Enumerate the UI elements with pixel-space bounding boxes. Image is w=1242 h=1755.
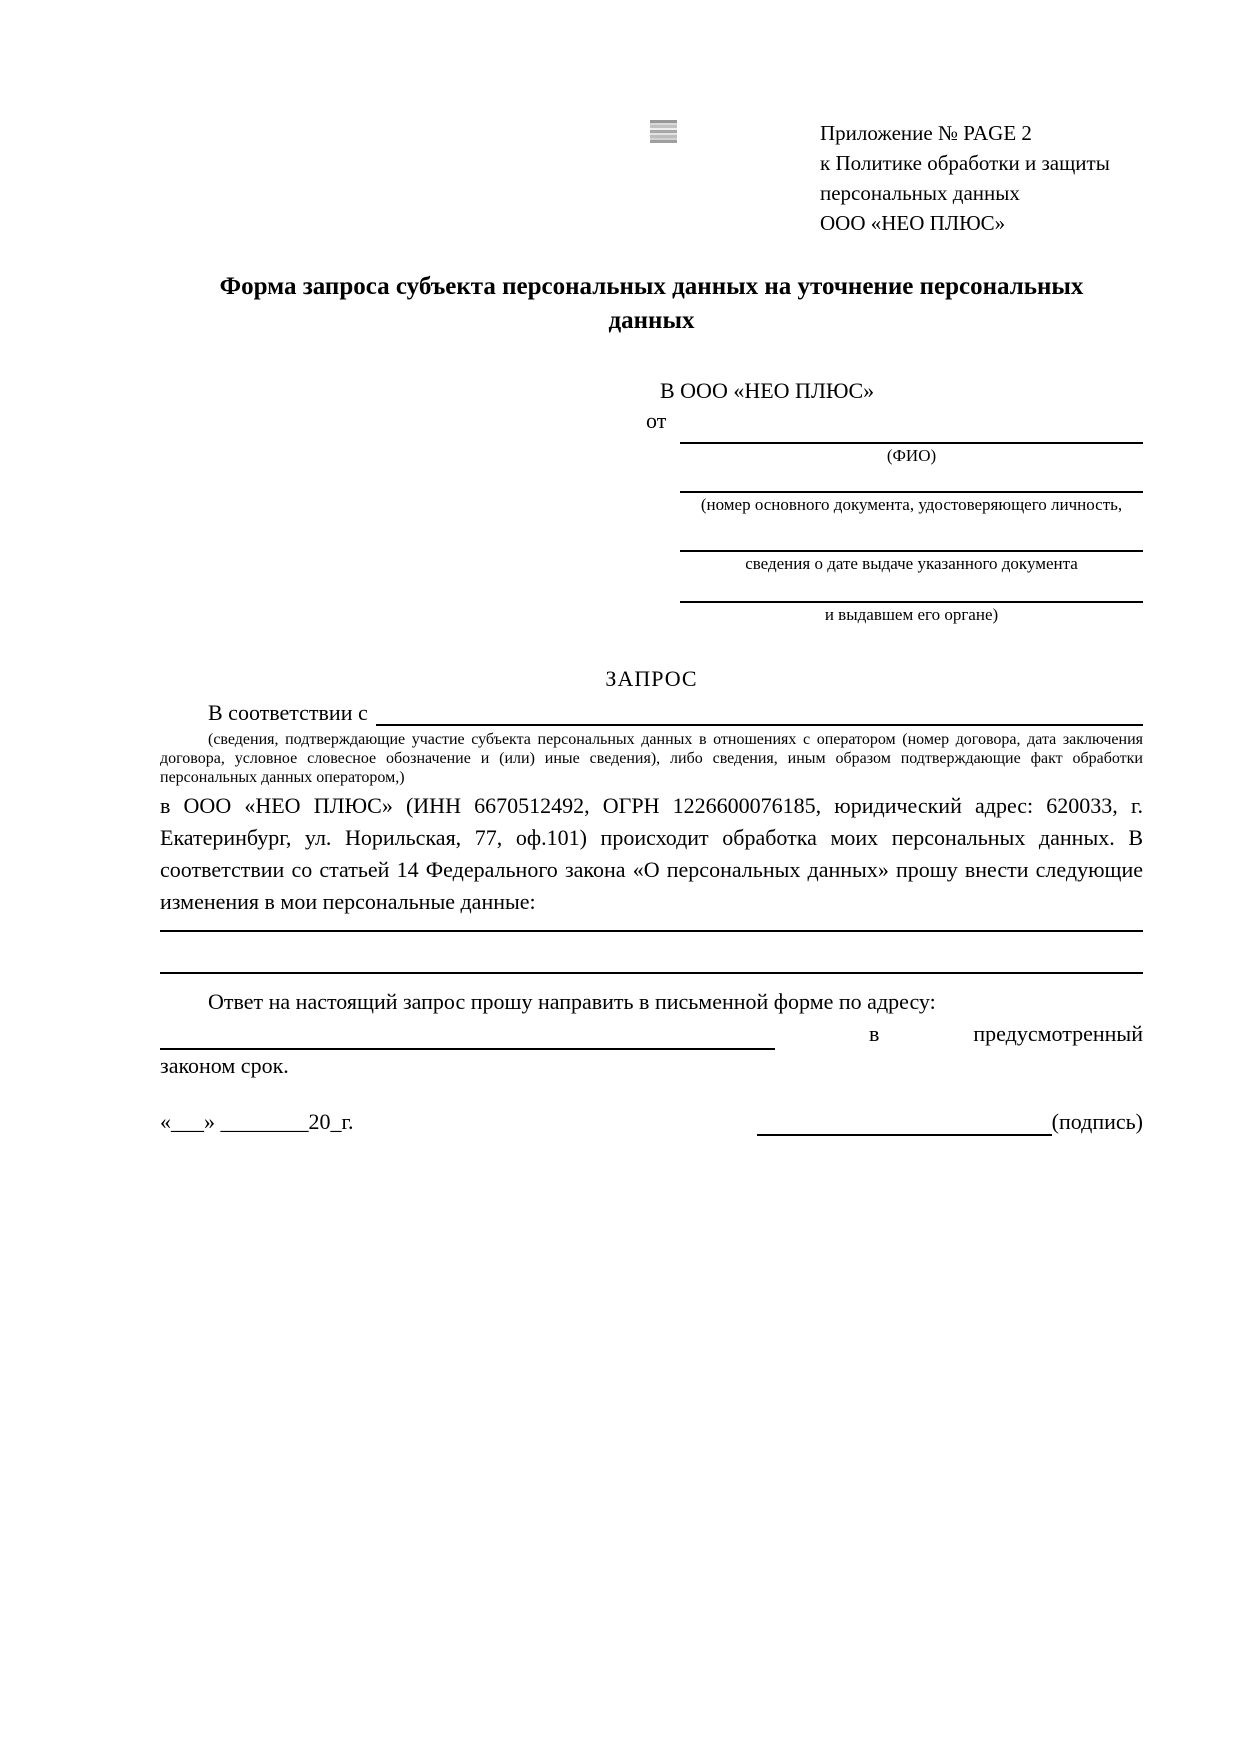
header-block bbox=[160, 118, 1143, 240]
appendix-line: ООО «НЕО ПЛЮС» bbox=[820, 211, 1006, 235]
signature-group bbox=[757, 1108, 1143, 1136]
addressee-from: от bbox=[646, 408, 667, 433]
issue-date-caption: сведения о дате выдаче указанного документа bbox=[745, 554, 1078, 573]
appendix-header bbox=[820, 118, 1143, 238]
changes-blank-field-2[interactable] bbox=[160, 932, 1143, 974]
addressee-to: В ООО «НЕО ПЛЮС» bbox=[660, 378, 875, 403]
document-number-blank-field[interactable] bbox=[680, 465, 1143, 493]
issuing-authority-blank-field[interactable] bbox=[680, 573, 1143, 603]
date-blank-field[interactable]: «___» ________20_г. bbox=[160, 1109, 354, 1134]
signature-caption: (подпись) bbox=[1051, 1109, 1143, 1134]
signature-blank-field[interactable] bbox=[757, 1110, 1052, 1136]
appendix-line: Приложение № PAGE 2 bbox=[820, 121, 1032, 145]
appendix-line: персональных данных bbox=[820, 181, 1020, 205]
addressee-fields bbox=[680, 434, 1143, 624]
signature-row bbox=[160, 1108, 1143, 1136]
address-row bbox=[160, 1018, 1143, 1050]
document-number-caption: (номер основного документа, удостоверяющего личность, bbox=[700, 495, 1123, 514]
intro-label: В соответствии с bbox=[208, 700, 368, 725]
field-shading-artifact-icon bbox=[650, 120, 677, 143]
intro-row bbox=[160, 700, 1143, 726]
request-body: в ООО «НЕО ПЛЮС» (ИНН 6670512492, ОГРН 1226600076185, юридический адрес: 620033, г. Екатеринбург, ул. Норильская, 77, оф.101) происходит обработка моих персональных данных. В соответствии со статьей 14 Федерального закона «О персональных данных» прошу внести следующие изменения в мои персональные данные: bbox=[160, 793, 1143, 914]
issuing-authority-caption: и выдавшем его органе) bbox=[824, 605, 999, 624]
request-heading: ЗАПРОС bbox=[605, 666, 698, 691]
basis-blank-field[interactable] bbox=[376, 700, 1143, 726]
page-title: Форма запроса субъекта персональных данных на уточнение персональных данных bbox=[219, 273, 1084, 334]
response-tail: законом срок. bbox=[160, 1053, 289, 1078]
word-term: предусмотренный bbox=[973, 1021, 1143, 1046]
appendix-line: к Политике обработки и защиты bbox=[820, 151, 1110, 175]
changes-blank-field-1[interactable] bbox=[160, 918, 1143, 932]
fio-caption: (ФИО) bbox=[886, 446, 937, 465]
word-in: в bbox=[869, 1021, 880, 1046]
issue-date-blank-field[interactable] bbox=[680, 514, 1143, 552]
fio-blank-field[interactable] bbox=[680, 434, 1143, 444]
basis-note: (сведения, подтверждающие участие субъекта персональных данных в отношениях с оператором (номер договора, дата заключения договора, условное словесное обозначение и (или) иные сведения), либо сведения, иным образом подтверждающие факт обработки персональных данных оператором,) bbox=[160, 731, 1143, 786]
address-blank-field[interactable] bbox=[160, 1024, 775, 1050]
response-line: Ответ на настоящий запрос прошу направить в письменной форме по адресу: bbox=[208, 989, 936, 1014]
